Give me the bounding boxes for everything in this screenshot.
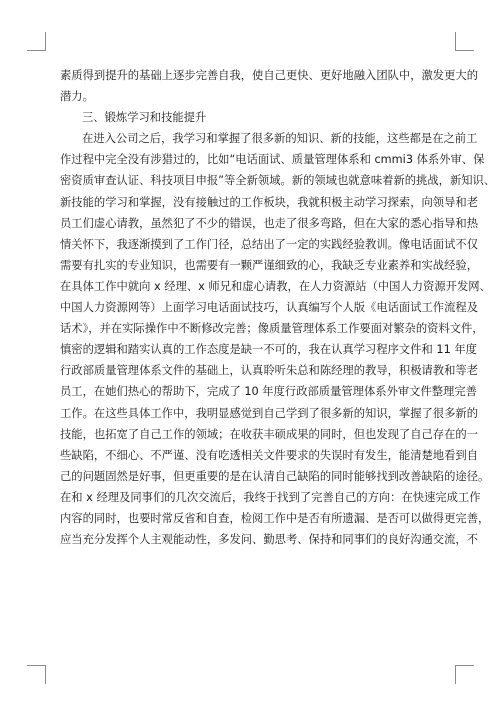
- text-line: 在进入公司之后，我学习和掌握了很多新的知识、新的技能，这些都是在之前工: [82, 132, 478, 146]
- text-line: 情关怀下，我逐渐摸到了工作门径，总结出了一定的实践经验教训。像电话面试不仅: [60, 237, 478, 251]
- text-line: 慎密的逻辑和踏实认真的工作态度是缺一不可的，我在认真学习程序文件和 11 年度: [60, 343, 477, 357]
- crop-mark-top-left: [27, 32, 46, 51]
- text-line: 新技能的学习和掌握，没有接触过的工作板块，我就积极主动学习探索，向领导和老: [60, 195, 478, 209]
- text-line: 员工，在她们热心的帮助下，完成了 10 年度行政部质量管理体系外审文件整理完善: [60, 385, 477, 399]
- crop-mark-top-right: [455, 32, 474, 51]
- document-body: [60, 65, 496, 550]
- text-line: 密资质审查认证、科技项目申报”等全新领域。新的领域也就意味着新的挑战，新知识、: [60, 174, 496, 188]
- text-line: 中国人力资源网等）上面学习电话面试技巧，认真编写个人版《电话面试工作流程及: [60, 301, 478, 315]
- text-line: 行政部质量管理体系文件的基础上，认真聆听朱总和陈经理的教导，积极请教和等老: [60, 364, 478, 378]
- text-line: 技能，也拓宽了自己工作的领域；在收获丰硕成果的同时，但也发现了自己存在的一: [60, 427, 478, 441]
- text-line: 内容的同时，也要时常反省和自查，检阅工作中是否有所遗漏、是否可以做得更完善，: [60, 511, 490, 525]
- text-line: 素质得到提升的基础上逐步完善自我，使自己更快、更好地融入团队中，激发更大的: [60, 69, 478, 82]
- text-line: 工作。在这些具体工作中，我明显感觉到自己学到了很多新的知识，掌握了很多新的: [60, 406, 478, 420]
- section-heading: 三、锻炼学习和技能提升: [82, 111, 207, 125]
- text-line: 员工们虚心请教，虽然犯了不少的错误，也走了很多弯路，但在大家的悉心指导和热: [60, 216, 478, 230]
- text-line: 需要有扎实的专业知识，也需要有一颗严谨细致的心，我缺乏专业素养和实战经验，: [60, 258, 478, 272]
- text-line: 些缺陷，不细心、不严谨、没有吃透相关文件要求的失误时有发生，能清楚地看到自: [60, 448, 478, 462]
- text-line: 在和 x 经理及同事们的几次交流后，我终于找到了完善自己的方向：在快速完成工作: [60, 490, 481, 504]
- text-line: 潜力。: [60, 90, 94, 104]
- text-line: 在具体工作中就向 x 经理、x 师兄和虚心请教，在人力资源站（中国人力资源开发网、: [60, 279, 491, 293]
- crop-mark-bottom-right: [455, 665, 474, 684]
- text-line: 己的问题固然是好事，但更重要的是在认清自己缺陷的同时能够找到改善缺陷的途径。: [60, 469, 490, 483]
- text-line: 作过程中完全没有涉猎过的，比如“电话面试、质量管理体系和 cmmi3 体系外审、保: [60, 153, 485, 167]
- text-line: 话术》，并在实际操作中不断修改完善；像质量管理体系工作要面对繁杂的资料文件，: [60, 322, 484, 336]
- text-line: 应当充分发挥个人主观能动性，多发问、勤思考、保持和同事们的良好沟通交流，不: [60, 533, 478, 547]
- crop-mark-bottom-left: [27, 665, 46, 684]
